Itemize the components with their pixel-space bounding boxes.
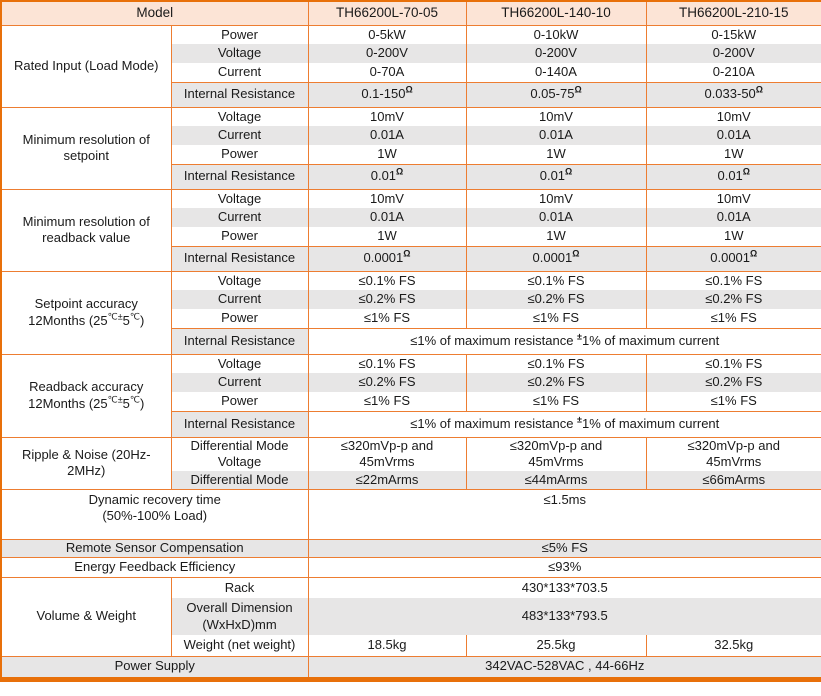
row-label: Internal Resistance [171, 164, 308, 189]
ohm-superscript: Ω [572, 249, 580, 260]
group-label-rated-input: Rated Input (Load Mode) [1, 25, 171, 107]
spec-value: 10mV [308, 107, 466, 126]
spec-value: 10mV [308, 189, 466, 208]
value-part: ≤1% of maximum resistance [410, 332, 578, 348]
spec-value: 32.5kg [714, 637, 754, 653]
row-label: Power [171, 145, 308, 164]
spec-row [1, 539, 821, 557]
row-label-power-supply: Power Supply [1, 656, 308, 679]
row-label: Current [171, 126, 308, 145]
plus-minus-superscript: ± [577, 414, 582, 425]
model-name-3: TH66200L-210-15 [646, 1, 821, 25]
spec-value: ≤0.1% FS [308, 271, 466, 290]
spec-value: ≤1% FS [466, 392, 646, 411]
spec-value [646, 82, 821, 107]
spec-value [308, 164, 466, 189]
spec-row [1, 107, 821, 126]
spec-value: 10mV [466, 189, 646, 208]
spec-value-span: 483*133*793.5 [308, 598, 821, 635]
spec-value [466, 437, 646, 471]
spec-value-span [308, 328, 821, 354]
spec-value: 0.01A [466, 126, 646, 145]
value-part: ≤1% of maximum resistance [410, 415, 578, 431]
spec-value: 1W [308, 227, 466, 246]
row-label: Rack [171, 577, 308, 598]
spec-value: ≤0.2% FS [646, 290, 821, 309]
row-label: Internal Resistance [171, 82, 308, 107]
group-label-line2 [4, 396, 169, 412]
row-label: Current [171, 63, 308, 82]
spec-value: 10mV [466, 107, 646, 126]
spec-value [646, 246, 821, 271]
spec-value: ≤0.2% FS [466, 290, 646, 309]
spec-value: 0-140A [466, 63, 646, 82]
row-label-line1: Dynamic recovery time [88, 491, 221, 507]
spec-value: 0-5kW [308, 25, 466, 44]
spec-value: 0-200V [466, 44, 646, 63]
spec-value: 0-200V [646, 44, 821, 63]
spec-value-span [308, 411, 821, 437]
spec-row [1, 25, 821, 44]
row-label: Differential Mode [171, 471, 308, 489]
spec-value: 0.01A [646, 208, 821, 227]
value-part: 1% of maximum current [582, 415, 720, 431]
value-line2: 45mVrms [359, 454, 415, 470]
spec-value-span: 430*133*703.5 [308, 577, 821, 598]
ohm-superscript: Ω [750, 249, 758, 260]
row-label-line2: Voltage [217, 454, 262, 470]
spec-value: 1W [724, 228, 744, 244]
row-label-energy-feedback: Energy Feedback Efficiency [1, 557, 308, 577]
ohm-superscript: Ω [565, 167, 573, 178]
ohm-superscript: Ω [574, 85, 582, 96]
spec-value [308, 82, 466, 107]
spec-row [1, 271, 821, 290]
group-label-line1: Ripple & Noise (20Hz- [21, 446, 151, 462]
group-label-volume-weight: Volume & Weight [1, 577, 171, 656]
spec-value [466, 82, 646, 107]
spec-value: ≤1% FS [466, 309, 646, 328]
spec-value: 1W [308, 145, 466, 164]
plus-minus-superscript: ± [577, 331, 582, 342]
label-part: ) [140, 312, 145, 328]
group-label-line2: 2MHz) [67, 463, 106, 478]
value-base: 0.033-50 [704, 86, 756, 102]
ohm-superscript: Ω [403, 249, 411, 260]
spec-value-span: 342VAC-528VAC , 44-66Hz [308, 656, 821, 679]
value-base: 0.0001 [532, 250, 573, 266]
group-label-setpoint-accuracy [1, 271, 171, 354]
row-label: Current [171, 373, 308, 392]
row-label: Internal Resistance [171, 328, 308, 354]
model-name-1: TH66200L-70-05 [308, 1, 466, 25]
spec-value-span: ≤93% [308, 557, 821, 577]
spec-value-span: ≤1.5ms [308, 489, 821, 539]
value-base: 0.01 [717, 168, 743, 184]
model-name-2: TH66200L-140-10 [466, 1, 646, 25]
spec-value: 1W [466, 145, 646, 164]
ohm-superscript: Ω [396, 167, 404, 178]
spec-value: ≤0.2% FS [308, 290, 466, 309]
value-line1: ≤320mVp-p and [687, 438, 780, 453]
spec-value: 0-210A [712, 64, 755, 80]
ohm-superscript: Ω [405, 85, 413, 96]
celsius-superscript: ℃± [107, 311, 123, 322]
spec-value: ≤0.1% FS [308, 354, 466, 373]
spec-value: 18.5kg [308, 635, 466, 656]
spec-value: ≤0.1% FS [466, 271, 646, 290]
group-label-ripple-noise [1, 437, 171, 489]
row-label [171, 437, 308, 471]
row-label: Current [171, 208, 308, 227]
spec-value: ≤0.2% FS [466, 373, 646, 392]
celsius-superscript: ℃ [129, 394, 141, 405]
row-label-line1: Differential Mode [190, 438, 289, 453]
group-label-line2 [4, 313, 169, 329]
group-label-line1: Setpoint accuracy [34, 296, 138, 312]
value-line1: ≤320mVp-p and [340, 438, 434, 453]
value-base: 0.05-75 [530, 86, 575, 102]
spec-row [1, 437, 821, 471]
group-label-line1: Readback accuracy [29, 379, 144, 395]
label-part: 5 [122, 312, 130, 328]
row-label-remote-sensor: Remote Sensor Compensation [1, 539, 308, 557]
value-line2: 45mVrms [706, 454, 762, 470]
value-part: 1% of maximum current [582, 332, 720, 348]
value-base: 0.01 [539, 168, 566, 184]
spec-value: 0-200V [308, 44, 466, 63]
row-label: Power [171, 309, 308, 328]
ohm-superscript: Ω [742, 167, 751, 178]
spec-value: ≤1% FS [710, 393, 757, 409]
spec-row [1, 656, 821, 679]
row-label: Overall Dimension (WxHxD)mm [171, 598, 308, 635]
model-header-label: Model [1, 1, 308, 25]
spec-value: 1W [724, 146, 744, 162]
spec-value [466, 246, 646, 271]
spec-value-span: ≤5% FS [308, 539, 821, 557]
label-part: 5 [122, 395, 130, 411]
value-base: 0.1-150 [361, 86, 406, 102]
value-base: 0.01 [370, 168, 397, 184]
spec-value: ≤0.2% FS [308, 373, 466, 392]
spec-value: 0-10kW [466, 25, 646, 44]
group-label-resolution-setpoint: Minimum resolution of setpoint [1, 107, 171, 189]
row-label: Current [171, 290, 308, 309]
group-label-resolution-readback: Minimum resolution of readback value [1, 189, 171, 271]
value-base: 0.0001 [710, 250, 751, 266]
ohm-superscript: Ω [755, 85, 764, 96]
spec-row [1, 557, 821, 577]
header-row [1, 1, 821, 25]
row-label: Internal Resistance [171, 411, 308, 437]
spec-value: ≤22mArms [308, 471, 466, 489]
spec-value [466, 164, 646, 189]
spec-value: 1W [466, 227, 646, 246]
row-label: Internal Resistance [171, 246, 308, 271]
spec-value: 25.5kg [466, 635, 646, 656]
spec-value: 0.01A [466, 208, 646, 227]
spec-value [646, 164, 821, 189]
row-label: Power [171, 392, 308, 411]
value-line1: ≤320mVp-p and [509, 438, 603, 453]
spec-value: 10mV [646, 189, 821, 208]
value-base: 0.0001 [363, 250, 404, 266]
spec-value: 10mV [646, 107, 821, 126]
spec-value: ≤1% FS [308, 392, 466, 411]
label-part: ) [140, 395, 145, 411]
spec-value: ≤1% FS [710, 310, 757, 326]
celsius-superscript: ℃± [107, 394, 123, 405]
spec-row [1, 189, 821, 208]
group-label-readback-accuracy [1, 354, 171, 437]
row-label: Voltage [171, 271, 308, 290]
row-label: Voltage [171, 107, 308, 126]
spec-value [308, 246, 466, 271]
spec-value: 0.01A [308, 208, 466, 227]
spec-value: ≤0.1% FS [646, 271, 821, 290]
celsius-superscript: ℃ [129, 311, 141, 322]
row-label: Power [171, 25, 308, 44]
row-label: Voltage [171, 189, 308, 208]
spec-row [1, 354, 821, 373]
spec-value: ≤1% FS [308, 309, 466, 328]
spec-row [1, 577, 821, 598]
spec-value: ≤0.1% FS [646, 354, 821, 373]
spec-value: ≤0.1% FS [466, 354, 646, 373]
label-part: 12Months (25 [28, 395, 108, 411]
row-label: Voltage [171, 354, 308, 373]
spec-value [308, 437, 466, 471]
row-label-dynamic-recovery [1, 489, 308, 539]
row-label: Power [171, 227, 308, 246]
row-label: Weight (net weight) [171, 635, 308, 656]
spec-row [1, 489, 821, 539]
value-line2: 45mVrms [528, 454, 584, 470]
spec-value: ≤66mArms [646, 471, 821, 489]
spec-value: 0-15kW [646, 25, 821, 44]
spec-value: 0-70A [308, 63, 466, 82]
label-part: 12Months (25 [28, 312, 108, 328]
spec-value: 0.01A [646, 126, 821, 145]
row-label: Voltage [171, 44, 308, 63]
spec-value [646, 437, 821, 471]
spec-value: ≤0.2% FS [646, 373, 821, 392]
spec-value: ≤44mArms [466, 471, 646, 489]
row-label-line2: (50%-100% Load) [102, 507, 208, 523]
spec-value: 0.01A [308, 126, 466, 145]
